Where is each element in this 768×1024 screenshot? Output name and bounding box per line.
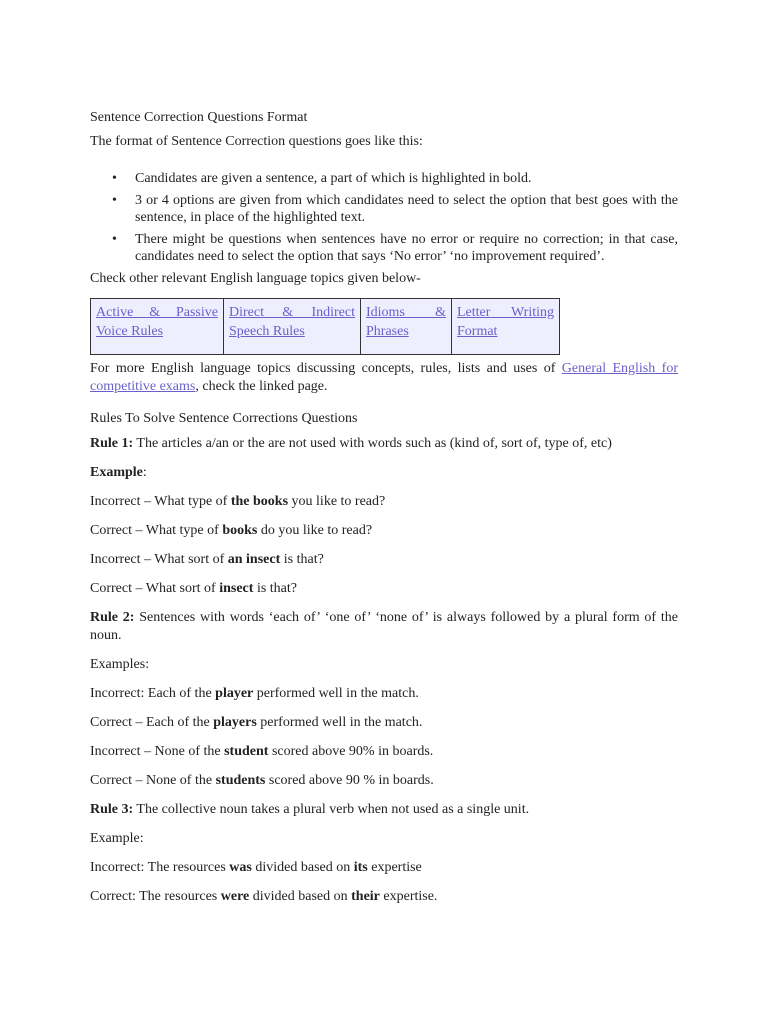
bullet-item: • Candidates are given a sentence, a part of which is highlighted in bold. <box>135 170 678 187</box>
example-line: Correct – None of the students scored above 90 % in boards. <box>90 773 434 788</box>
topic-cell <box>91 299 224 355</box>
example-line: Incorrect – What sort of an insect is that? <box>90 552 324 567</box>
check-topics-text: Check other relevant English language topics given below- <box>90 271 421 286</box>
rule-label: Rule 3: <box>90 802 134 817</box>
topic-link-active-passive[interactable]: Active & Passive Voice Rules <box>96 305 218 339</box>
rule-2: Rule 2: Sentences with words ‘each of’ ‘one of’ ‘none of’ is always followed by a plural form of the noun. <box>90 610 678 643</box>
example-line: Incorrect – None of the student scored above 90% in boards. <box>90 744 434 759</box>
more-topics-paragraph: For more English language topics discussing concepts, rules, lists and uses of General English for competitive exams, check the linked page. <box>90 361 678 394</box>
example-line: Correct – What sort of insect is that? <box>90 581 297 596</box>
example-label: Example: <box>90 465 147 480</box>
topic-link-letter-writing[interactable]: Letter Writing Format <box>457 305 554 339</box>
example-line: Incorrect – What type of the books you like to read? <box>90 494 386 509</box>
rule-3: Rule 3: The collective noun takes a plural verb when not used as a single unit. <box>90 802 530 817</box>
rule-label: Rule 2: <box>90 610 135 625</box>
example-label: Example: <box>90 831 144 846</box>
format-bullet-list <box>90 170 678 270</box>
bullet-item: • There might be questions when sentences have no error or require no correction; in that case, candidates need to select the option that says ‘No error’ ‘no improvement required’. <box>135 231 678 265</box>
topic-cell <box>361 299 452 355</box>
example-line: Incorrect: The resources was divided based on its expertise <box>90 860 422 875</box>
section-heading: Sentence Correction Questions Format <box>90 110 308 125</box>
bullet-item: • 3 or 4 options are given from which candidates need to select the option that best goes with the sentence, in place of the highlighted text. <box>135 192 678 226</box>
general-english-link[interactable]: General English for competitive exams <box>90 361 678 394</box>
topic-cell <box>224 299 361 355</box>
topic-cell <box>452 299 560 355</box>
topic-link-direct-indirect[interactable]: Direct & Indirect Speech Rules <box>229 305 355 339</box>
examples-label: Examples: <box>90 657 150 672</box>
example-line: Correct: The resources were divided based on their expertise. <box>90 889 438 904</box>
rule-label: Rule 1: <box>90 436 134 451</box>
topics-table <box>90 298 560 355</box>
rules-heading: Rules To Solve Sentence Corrections Questions <box>90 411 358 426</box>
intro-text: The format of Sentence Correction questions goes like this: <box>90 134 423 149</box>
topic-link-idioms-phrases[interactable]: Idioms & Phrases <box>366 305 446 339</box>
rule-1: Rule 1: The articles a/an or the are not used with words such as (kind of, sort of, type of, etc) <box>90 436 612 451</box>
example-line: Incorrect: Each of the player performed well in the match. <box>90 686 419 701</box>
example-line: Correct – What type of books do you like to read? <box>90 523 373 538</box>
example-line: Correct – Each of the players performed well in the match. <box>90 715 423 730</box>
